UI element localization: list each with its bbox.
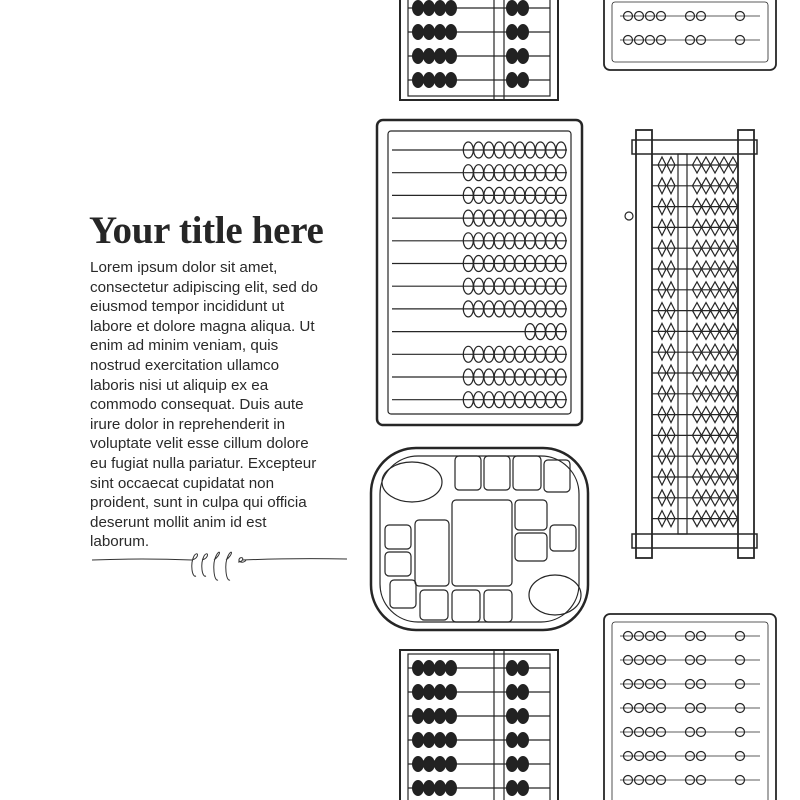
bead xyxy=(434,708,446,724)
bead xyxy=(423,732,435,748)
bead xyxy=(423,780,435,796)
abacus-frame xyxy=(400,0,558,100)
bead xyxy=(423,660,435,676)
body-line: enim ad minim veniam, quis xyxy=(90,337,279,355)
bead xyxy=(423,24,435,40)
tray-compartment xyxy=(484,590,512,622)
bead xyxy=(423,708,435,724)
bead xyxy=(412,660,424,676)
bead xyxy=(517,708,529,724)
suanpan xyxy=(625,130,757,558)
tray-well xyxy=(382,462,442,502)
bead xyxy=(434,780,446,796)
tray-compartment xyxy=(385,552,411,576)
bead xyxy=(506,684,518,700)
bead xyxy=(506,0,518,16)
bead xyxy=(423,48,435,64)
tray-compartment xyxy=(452,500,512,586)
bead xyxy=(434,24,446,40)
body-line: labore et dolore magna aliqua. Ut xyxy=(90,317,315,335)
bead xyxy=(517,684,529,700)
dark-abacus xyxy=(400,0,558,100)
tray-compartment xyxy=(415,520,449,586)
bead xyxy=(506,24,518,40)
dark-abacus xyxy=(400,650,558,800)
body-line: sint occaecat cupidatat non xyxy=(90,474,275,492)
bead xyxy=(506,708,518,724)
bead xyxy=(517,756,529,772)
body-text xyxy=(90,258,318,552)
bead xyxy=(517,24,529,40)
tray-compartment xyxy=(455,456,481,490)
tray-compartment xyxy=(484,456,510,490)
bead xyxy=(434,684,446,700)
tray-compartment xyxy=(385,525,411,549)
bead xyxy=(445,24,457,40)
bead xyxy=(506,48,518,64)
bead xyxy=(445,48,457,64)
bead xyxy=(423,0,435,16)
bead xyxy=(445,708,457,724)
bead xyxy=(412,708,424,724)
bead xyxy=(434,756,446,772)
tray-compartment xyxy=(515,500,547,530)
bead xyxy=(445,72,457,88)
body-line: laborum. xyxy=(90,533,150,551)
bead xyxy=(434,0,446,16)
bead xyxy=(423,684,435,700)
frame-right xyxy=(738,130,754,558)
body-line: voluptate velit esse cillum dolore xyxy=(90,435,309,453)
bead xyxy=(412,756,424,772)
body-line: proident, sunt in culpa qui officia xyxy=(90,494,307,512)
bead xyxy=(445,732,457,748)
body-line: Lorem ipsum dolor sit amet, xyxy=(90,259,278,276)
tray-compartment xyxy=(420,590,448,620)
bead xyxy=(506,72,518,88)
bead xyxy=(517,780,529,796)
body-line: eiusmod tempor incididunt ut xyxy=(90,298,285,316)
tray-well xyxy=(529,575,581,615)
tray-compartment xyxy=(513,456,541,490)
frame-left xyxy=(636,130,652,558)
flourish-divider xyxy=(92,548,352,588)
body-line: deserunt mollit anim id est xyxy=(90,513,267,531)
bead xyxy=(434,660,446,676)
bead xyxy=(506,732,518,748)
body-line: commodo consequat. Duis aute xyxy=(90,396,304,414)
bead xyxy=(517,72,529,88)
tray-compartment xyxy=(515,533,547,561)
bead xyxy=(445,684,457,700)
bead xyxy=(412,780,424,796)
abacus-divider xyxy=(494,0,504,100)
bead xyxy=(434,48,446,64)
bead xyxy=(412,72,424,88)
bead xyxy=(423,756,435,772)
tray-compartment xyxy=(452,590,480,622)
body-line: laboris nisi ut aliquip ex ea xyxy=(90,376,269,394)
bead xyxy=(445,0,457,16)
knob xyxy=(625,212,633,220)
bead xyxy=(517,48,529,64)
bead xyxy=(517,660,529,676)
bead xyxy=(517,0,529,16)
body-line: consectetur adipiscing elit, sed do xyxy=(90,278,318,296)
bead xyxy=(517,732,529,748)
bead xyxy=(412,732,424,748)
bead xyxy=(506,780,518,796)
abacus-divider xyxy=(494,650,504,800)
body-line: irure dolor in reprehenderit in xyxy=(90,415,286,433)
bead xyxy=(412,24,424,40)
bead xyxy=(506,660,518,676)
abacus-frame xyxy=(400,650,558,800)
tray-compartment xyxy=(390,580,416,608)
bead xyxy=(434,732,446,748)
bead xyxy=(423,72,435,88)
counting-board xyxy=(604,0,776,70)
board-frame xyxy=(604,614,776,800)
page-title: Your title here xyxy=(89,209,324,252)
counting-board xyxy=(604,614,776,800)
bead xyxy=(445,660,457,676)
body-line: nostrud exercitation ullamco xyxy=(90,356,280,374)
bead xyxy=(445,780,457,796)
abacus-frame xyxy=(377,120,582,425)
counting-tray xyxy=(371,448,588,630)
bead xyxy=(412,0,424,16)
bead xyxy=(506,756,518,772)
bead xyxy=(412,48,424,64)
russian-abacus xyxy=(377,120,582,425)
bead xyxy=(434,72,446,88)
body-line: eu fugiat nulla pariatur. Excepteur xyxy=(90,454,317,472)
bead xyxy=(412,684,424,700)
tray-compartment xyxy=(550,525,576,551)
bead xyxy=(445,756,457,772)
